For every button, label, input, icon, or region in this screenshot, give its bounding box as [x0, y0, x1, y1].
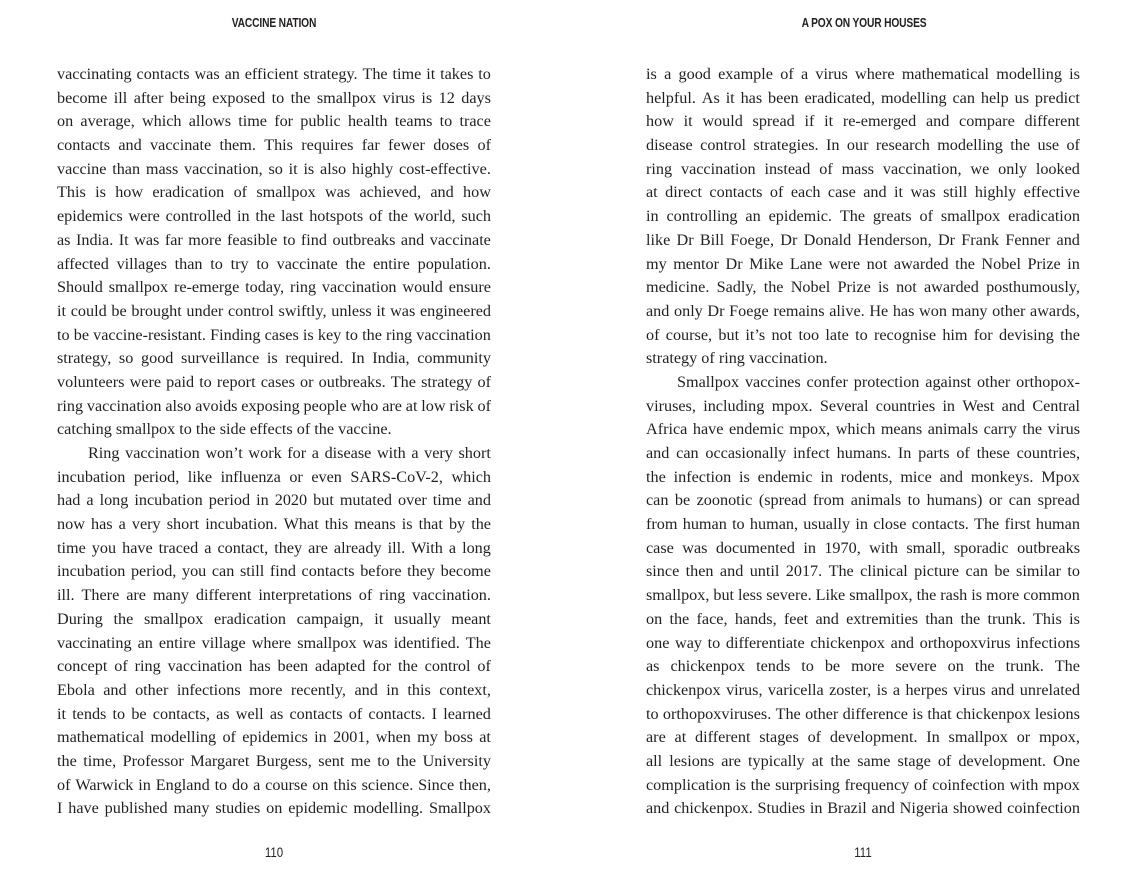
- text-line: on the face, hands, feet and extremities than the trunk. This is: [646, 609, 1080, 628]
- text-line: strategy of ring vaccination.: [646, 349, 828, 368]
- text-line: helpful. As it has been eradicated, modelling can help us predict: [646, 88, 1080, 107]
- text-line: Smallpox vaccines confer protection against other orthopox-: [677, 372, 1080, 391]
- text-line: complication is the surprising frequency of coinfection with mpox: [646, 775, 1080, 794]
- page-number: 111: [854, 845, 872, 860]
- running-head: A POX ON YOUR HOUSES: [801, 16, 927, 30]
- text-line: medicine. Sadly, the Nobel Prize is not awarded posthumously,: [646, 278, 1080, 297]
- text-line: catching smallpox to the side effects of the vaccine.: [57, 420, 392, 439]
- text-line: volunteers were paid to report cases or outbreaks. The strategy of: [57, 372, 491, 391]
- text-line: like Dr Bill Foege, Dr Donald Henderson, Dr Frank Fenner and: [646, 230, 1080, 249]
- text-line: how it would spread if it re-emerged and compare different: [646, 112, 1080, 131]
- text-line: can be zoonotic (spread from animals to humans) or can spread: [646, 491, 1080, 510]
- text-line: and only Dr Foege remains alive. He has won many other awards,: [646, 301, 1080, 320]
- text-line: the time, Professor Margaret Burgess, sent me to the University: [57, 751, 491, 770]
- text-line: case was documented in 1970, with small, sporadic outbreaks: [646, 538, 1080, 557]
- text-line: vaccinating contacts was an efficient strategy. The time it takes to: [57, 65, 491, 83]
- text-line: on average, which allows time for public health teams to trace: [57, 112, 491, 131]
- text-line: This is how eradication of smallpox was achieved, and how: [57, 183, 491, 202]
- text-line: chickenpox virus, varicella zoster, is a herpes virus and unrelated: [646, 680, 1080, 699]
- page-number: 110: [264, 845, 284, 860]
- text-line: had a long incubation period in 2020 but mutated over time and: [57, 491, 491, 510]
- text-line: During the smallpox eradication campaign, it usually meant: [57, 609, 491, 628]
- text-line: it could be brought under control swiftly, unless it was engineered: [57, 301, 491, 320]
- text-line: Ring vaccination won’t work for a disease with a very short: [88, 444, 491, 462]
- text-line: since then and until 2017. The clinical picture can be similar to: [646, 562, 1080, 581]
- text-line: to orthopoxviruses. The other difference is that chickenpox lesions: [646, 704, 1080, 723]
- text-line: as chickenpox tends to be more severe on the trunk. The: [646, 657, 1080, 676]
- right-page: [564, 0, 1129, 882]
- text-line: epidemics were controlled in the last hotspots of the world, such: [57, 207, 491, 226]
- text-line: now has a very short incubation. What this means is that by the: [57, 515, 491, 534]
- text-line: and chickenpox. Studies in Brazil and Nigeria showed coinfection: [646, 799, 1080, 818]
- body-text: [646, 63, 1080, 821]
- text-line: the infection is endemic in rodents, mice and monkeys. Mpox: [646, 467, 1080, 486]
- text-line: Ebola and other infections more recently, and in this context,: [57, 680, 491, 699]
- text-line: is a good example of a virus where mathematical modelling is: [646, 65, 1080, 83]
- left-page: [0, 0, 564, 882]
- text-line: vaccine than mass vaccination, so it is also highly cost-effective.: [57, 159, 491, 178]
- text-line: of course, but it’s not too late to recognise him for devising the: [646, 325, 1080, 344]
- text-line: of Warwick in England to do a course on this science. Since then,: [57, 775, 491, 794]
- text-line: I have published many studies on epidemic modelling. Smallpox: [57, 799, 491, 818]
- text-line: ring vaccination also avoids exposing people who are at low risk of: [57, 396, 491, 415]
- text-line: one way to differentiate chickenpox and orthopoxvirus infections: [646, 633, 1080, 652]
- text-line: become ill after being exposed to the smallpox virus is 12 days: [57, 88, 491, 107]
- body-text: [57, 63, 491, 821]
- text-line: from human to human, usually in close contacts. The first human: [646, 515, 1080, 534]
- text-line: smallpox, but less severe. Like smallpox, the rash is more common: [646, 586, 1080, 605]
- running-head: VACCINE NATION: [231, 16, 317, 30]
- text-line: my mentor Dr Mike Lane were not awarded the Nobel Prize in: [646, 254, 1080, 273]
- text-line: incubation period, like influenza or even SARS-CoV-2, which: [57, 467, 491, 486]
- text-line: Africa have endemic mpox, which means animals carry the virus: [646, 420, 1080, 439]
- text-line: vaccinating an entire village where smallpox was identified. The: [57, 633, 491, 652]
- text-line: as India. It was far more feasible to find outbreaks and vaccinate: [57, 230, 491, 249]
- text-line: strategy, so good surveillance is required. In India, community: [57, 349, 491, 368]
- text-line: incubation period, you can still find contacts before they become: [57, 562, 491, 581]
- text-line: time you have traced a contact, they are already ill. With a long: [57, 538, 491, 557]
- text-line: affected villages than to try to vaccinate the entire population.: [57, 254, 491, 273]
- text-line: concept of ring vaccination has been adapted for the control of: [57, 657, 491, 676]
- text-line: contacts and vaccinate them. This requires far fewer doses of: [57, 136, 491, 155]
- text-line: viruses, including mpox. Several countries in West and Central: [646, 396, 1080, 415]
- text-line: at direct contacts of each case and it was still highly effective: [646, 183, 1080, 202]
- text-line: and can occasionally infect humans. In parts of these countries,: [646, 444, 1080, 462]
- text-line: ring vaccination instead of mass vaccination, we only looked: [646, 159, 1080, 178]
- text-line: disease control strategies. In our research modelling the use of: [646, 136, 1080, 155]
- text-line: are at different stages of development. In smallpox or mpox,: [646, 728, 1080, 747]
- text-line: all lesions are typically at the same stage of development. One: [646, 751, 1080, 770]
- text-line: Should smallpox re-emerge today, ring vaccination would ensure: [57, 278, 491, 297]
- text-line: to be vaccine-resistant. Finding cases is key to the ring vaccination: [57, 325, 491, 344]
- text-line: in controlling an epidemic. The greats of smallpox eradication: [646, 207, 1080, 226]
- text-line: ill. There are many different interpretations of ring vaccination.: [57, 586, 491, 605]
- text-line: it tends to be contacts, as well as contacts of contacts. I learned: [57, 704, 491, 723]
- text-line: mathematical modelling of epidemics in 2001, when my boss at: [57, 728, 491, 747]
